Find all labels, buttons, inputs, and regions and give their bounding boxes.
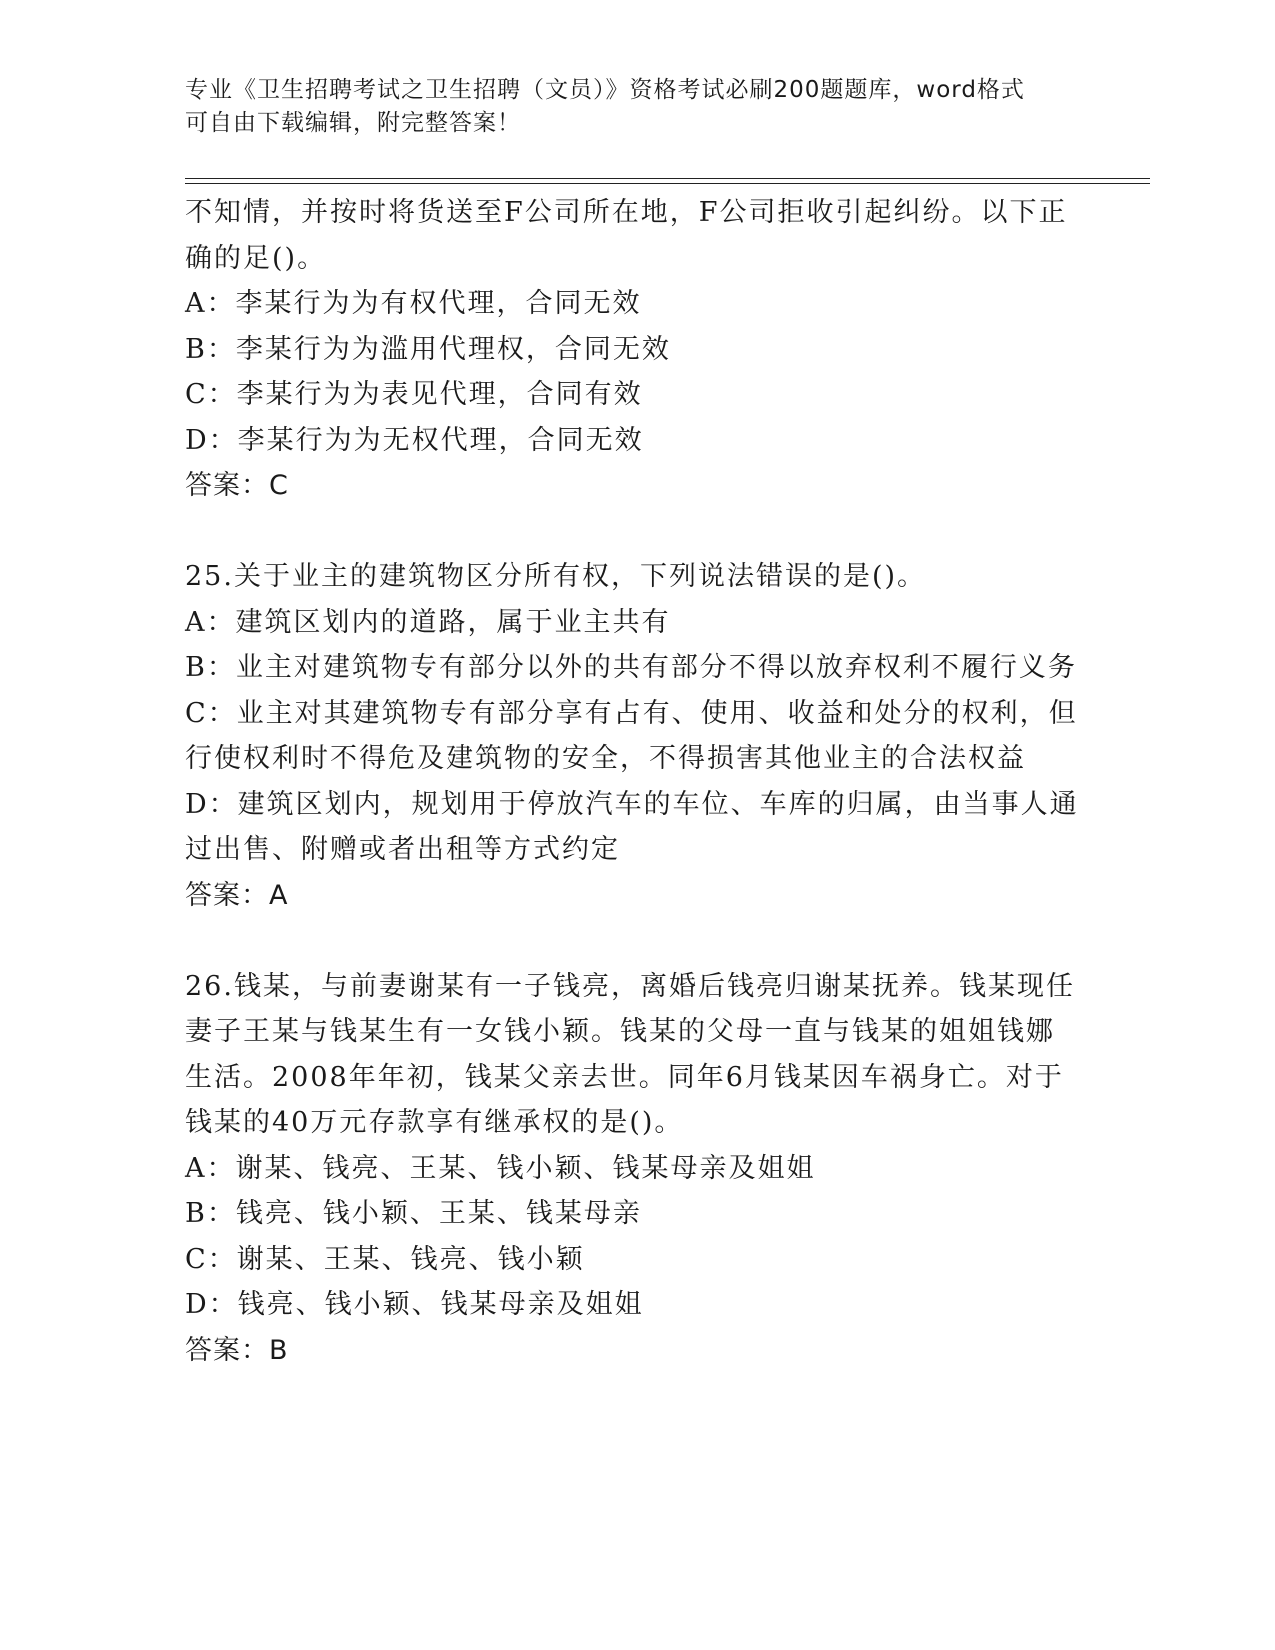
spacer [185, 509, 1085, 555]
option-c-continued: 行使权利时不得危及建筑物的安全，不得损害其他业主的合法权益 [185, 743, 1026, 774]
document-body [185, 190, 1085, 1373]
option-b: B：李某行为为滥用代理权，合同无效 [185, 333, 671, 365]
question-stem-line: 不知情，并按时将货送至F公司所在地，F公司拒收引起纠纷。以下正 [185, 197, 1068, 228]
answer-line: 答案：B [185, 1334, 289, 1366]
answer-line: 答案：C [185, 470, 289, 501]
header-line-2: 可自由下载编辑，附完整答案！ [185, 110, 521, 136]
option-c: C：李某行为为表见代理，合同有效 [185, 379, 643, 410]
option-a: A：谢某、钱亮、王某、钱小颖、钱某母亲及姐姐 [185, 1152, 816, 1184]
option-d-continued: 过出售、附赠或者出租等方式约定 [185, 834, 620, 865]
option-c: C：业主对其建筑物专有部分享有占有、使用、收益和处分的权利，但 [185, 697, 1078, 729]
header-divider-top [185, 178, 1150, 179]
question-stem-line: 妻子王某与钱某生有一女钱小颖。钱某的父母一直与钱某的姐姐钱娜 [185, 1016, 1055, 1047]
option-d: D：钱亮、钱小颖、钱某母亲及姐姐 [185, 1289, 644, 1320]
question-25 [185, 554, 1085, 918]
question-stem-line: 26.钱某，与前妻谢某有一子钱亮，离婚后钱亮归谢某抚养。钱某现任 [185, 970, 1075, 1002]
answer-line: 答案：A [185, 879, 289, 911]
option-b: B：业主对建筑物专有部分以外的共有部分不得以放弃权利不履行义务 [185, 652, 1077, 683]
question-stem-line: 生活。2008年年初，钱某父亲去世。同年6月钱某因车祸身亡。对于 [185, 1061, 1064, 1093]
header-line-1: 专业《卫生招聘考试之卫生招聘（文员）》资格考试必刷200题题库，word格式 [185, 77, 1025, 103]
question-stem-line: 钱某的40万元存款享有继承权的是()。 [185, 1107, 684, 1138]
document-header [185, 74, 1065, 140]
question-26 [185, 964, 1085, 1374]
option-c: C：谢某、王某、钱亮、钱小颖 [185, 1243, 585, 1275]
header-divider-bottom [185, 183, 1150, 184]
option-a: A：李某行为为有权代理，合同无效 [185, 288, 642, 319]
question-stem-line: 25.关于业主的建筑物区分所有权，下列说法错误的是()。 [185, 561, 927, 592]
option-d: D：李某行为为无权代理，合同无效 [185, 424, 644, 456]
spacer [185, 918, 1085, 964]
option-b: B：钱亮、钱小颖、王某、钱某母亲 [185, 1198, 642, 1229]
option-a: A：建筑区划内的道路，属于业主共有 [185, 606, 671, 638]
question-24 [185, 190, 1085, 509]
option-d: D：建筑区划内，规划用于停放汽车的车位、车库的归属，由当事人通 [185, 788, 1079, 820]
question-stem-line: 确的足()。 [185, 242, 327, 274]
